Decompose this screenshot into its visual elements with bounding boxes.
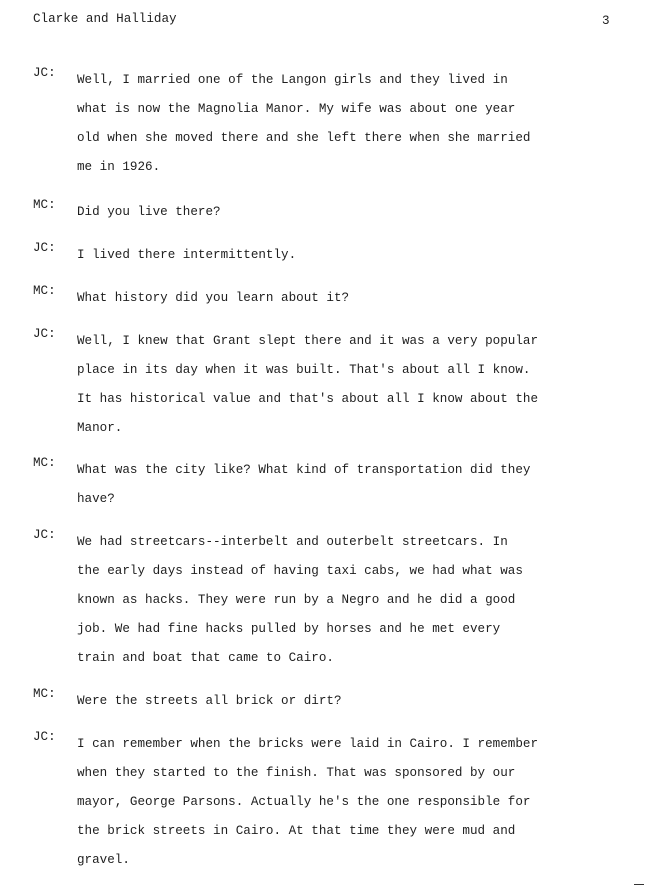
turn-text [77,198,617,227]
text-line: Well, I married one of the Langon girls and they lived in [77,73,508,87]
speaker-label: MC: [33,198,56,212]
speaker-label: MC: [33,687,56,701]
turn-text [77,730,617,875]
text-line: what is now the Magnolia Manor. My wife was about one year [77,102,516,116]
page-number: 3 [602,14,610,28]
speaker-label: JC: [33,327,56,341]
text-line: job. We had fine hacks pulled by horses and he met every [77,622,501,636]
text-line: Did you live there? [77,205,221,219]
turn-text [77,66,617,182]
speaker-label: JC: [33,528,56,542]
text-line: when they started to the finish. That was sponsored by our [77,766,516,780]
text-line: Well, I knew that Grant slept there and it was a very popular [77,334,539,348]
document-header-title: Clarke and Halliday [33,12,177,26]
text-line: place in its day when it was built. That's about all I know. [77,363,531,377]
speaker-label: JC: [33,730,56,744]
text-line: It has historical value and that's about all I know about the [77,392,539,406]
speaker-label: MC: [33,456,56,470]
text-line: known as hacks. They were run by a Negro and he did a good [77,593,516,607]
text-line: Were the streets all brick or dirt? [77,694,342,708]
text-line: I lived there intermittently. [77,248,297,262]
text-line: Manor. [77,421,123,435]
turn-text [77,327,617,443]
turn-text [77,528,617,673]
turn-text [77,456,617,514]
text-line: What was the city like? What kind of transportation did they [77,463,531,477]
turn-text [77,284,617,313]
speaker-label: MC: [33,284,56,298]
speaker-label: JC: [33,66,56,80]
text-line: have? [77,492,115,506]
text-line: gravel. [77,853,130,867]
turn-text [77,241,617,270]
text-line: train and boat that came to Cairo. [77,651,334,665]
text-line: me in 1926. [77,160,161,174]
text-line: mayor, George Parsons. Actually he's the one responsible for [77,795,531,809]
turn-text [77,687,617,716]
text-line: the brick streets in Cairo. At that time they were mud and [77,824,516,838]
speaker-label: JC: [33,241,56,255]
scan-edge-mark [634,884,644,885]
text-line: What history did you learn about it? [77,291,350,305]
text-line: I can remember when the bricks were laid in Cairo. I remember [77,737,539,751]
text-line: We had streetcars--interbelt and outerbelt streetcars. In [77,535,508,549]
text-line: the early days instead of having taxi cabs, we had what was [77,564,523,578]
text-line: old when she moved there and she left there when she married [77,131,531,145]
